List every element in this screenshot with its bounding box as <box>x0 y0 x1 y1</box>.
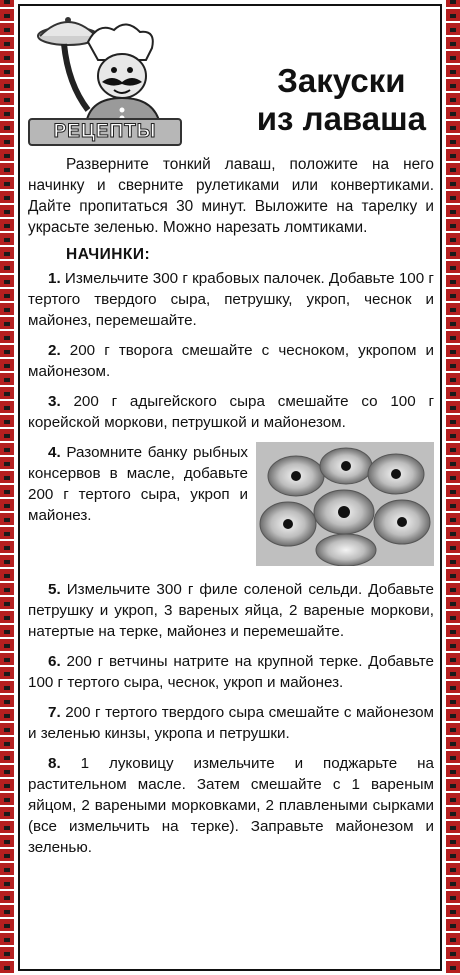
decorative-border-left <box>0 0 14 975</box>
item-number: 2. <box>48 342 61 359</box>
item-text: 200 г тертого твердого сыра смешайте с майонезом и зеленью кинзы, укропа и петрушки. <box>28 704 434 742</box>
filling-item-8 <box>28 753 434 858</box>
decorative-border-right <box>446 0 460 975</box>
article-title <box>257 62 426 138</box>
item-text: Измельчите 300 г крабовых палочек. Добавьте 100 г тертого твердого сыра, петрушку, укроп, чеснок и майонез, перемешайте. <box>28 270 434 329</box>
item-number: 1. <box>48 270 61 287</box>
item-text: Разомните банку рыбных консервов в масле, добавьте 200 г тертого сыра, укроп и майонез. <box>28 444 248 524</box>
title-line-1: Закуски <box>277 62 406 99</box>
chef-icon <box>28 14 178 124</box>
item-text: 200 г адыгейского сыра смешайте со 100 г корейской моркови, петрушкой и майонезом. <box>28 393 434 431</box>
fillings-heading: НАЧИНКИ: <box>66 246 151 263</box>
item-number: 5. <box>48 581 61 598</box>
item-text: 200 г ветчины натрите на крупной терке. Добавьте 100 г тертого сыра, чеснок, укроп и майонез. <box>28 653 434 691</box>
title-line-2: из лаваша <box>256 100 426 137</box>
item-number: 6. <box>48 653 61 670</box>
recipes-label: РЕЦЕПТЫ <box>28 118 182 146</box>
filling-item-3 <box>28 391 434 433</box>
item-number: 7. <box>48 704 61 721</box>
item-number: 8. <box>48 755 61 772</box>
filling-item-6 <box>28 651 434 693</box>
item-number: 4. <box>48 444 61 461</box>
filling-item-7 <box>28 702 434 744</box>
filling-item-5 <box>28 579 434 642</box>
intro-paragraph: Разверните тонкий лаваш, положите на него начинку и сверните рулетиками или конвертиками. Дайте пропитаться 30 минут. Выложите на тарелку и украсьте зеленью. Можно нарезать ломтиками. <box>28 156 434 236</box>
filling-item-1 <box>28 268 434 331</box>
article <box>28 14 434 965</box>
filling-item-4 <box>28 442 434 570</box>
item-text: 1 луковицу измельчите и поджарьте на растительном масле. Затем смешайте с 1 вареным яйцом, 2 вареными морковками, 2 плавлеными сырками (все измельчить на терке). Заправьте майонезом и зеленью. <box>28 755 434 856</box>
item-text: Измельчите 300 г филе соленой сельди. Добавьте петрушку и укроп, 3 вареных яйца, 2 вареные моркови, натертые на терке, майонез и перемешайте. <box>28 581 434 640</box>
filling-item-2 <box>28 340 434 382</box>
article-header <box>28 14 434 150</box>
lavash-rolls-photo <box>256 442 434 566</box>
recipes-logo <box>28 14 178 144</box>
item-number: 3. <box>48 393 61 410</box>
item-text: 200 г творога смешайте с чесноком, укропом и майонезом. <box>28 342 434 380</box>
